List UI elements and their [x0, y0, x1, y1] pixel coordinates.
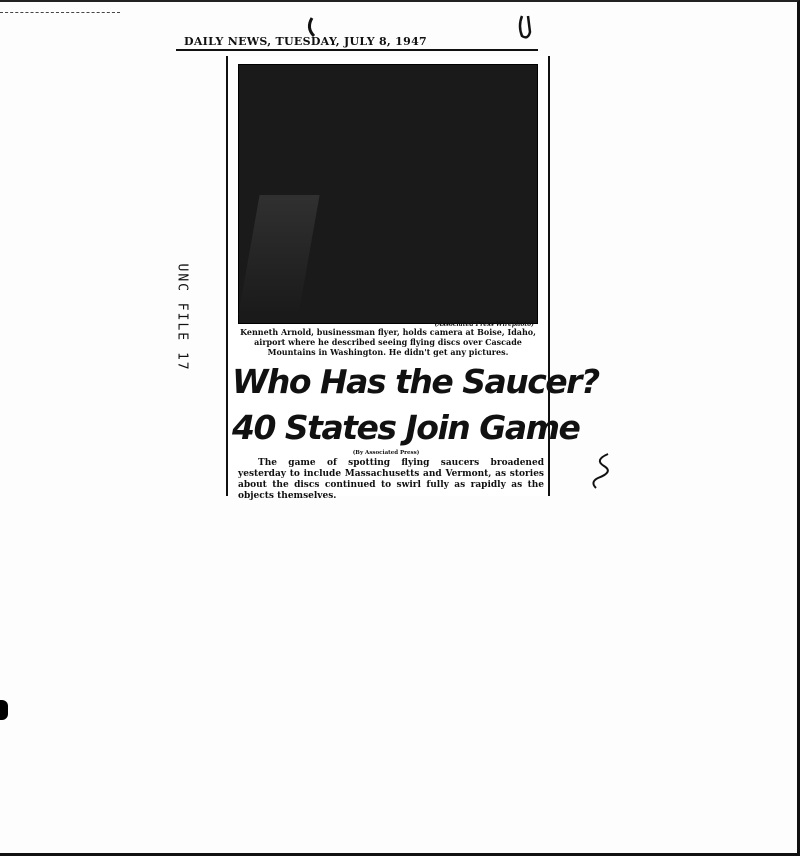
- scan-artifact-line: [0, 12, 120, 14]
- handwritten-file-note: [172, 262, 192, 392]
- photo-caption: Kenneth Arnold, businessman flyer, holds camera at Boise, Idaho, airport where he described seeing flying discs over Cascade Mountains in Washington. He didn't get any pictures.: [240, 327, 536, 357]
- news-photo: [238, 64, 538, 324]
- scan-edge-mark: [0, 700, 8, 720]
- headline-line-2: 40 States Join Game: [232, 408, 580, 447]
- photo-credit: (Associated Press Wirephoto): [434, 321, 534, 328]
- newspaper-clipping: [226, 56, 599, 501]
- newspaper-masthead: DAILY NEWS, TUESDAY, JULY 8, 1947: [176, 33, 538, 51]
- article-body: The game of spotting flying saucers broadened yesterday to include Massachusetts and Vermont, as stories about the discs continued to swirl fully as rapidly as the objects themselves.: [238, 458, 544, 501]
- handwritten-mark: [586, 452, 616, 492]
- photo-detail: [238, 195, 319, 315]
- file-note-text: UNC FILE 17: [174, 263, 190, 372]
- byline: (By Associated Press): [352, 450, 420, 456]
- headline-line-1: Who Has the Saucer?: [232, 362, 599, 401]
